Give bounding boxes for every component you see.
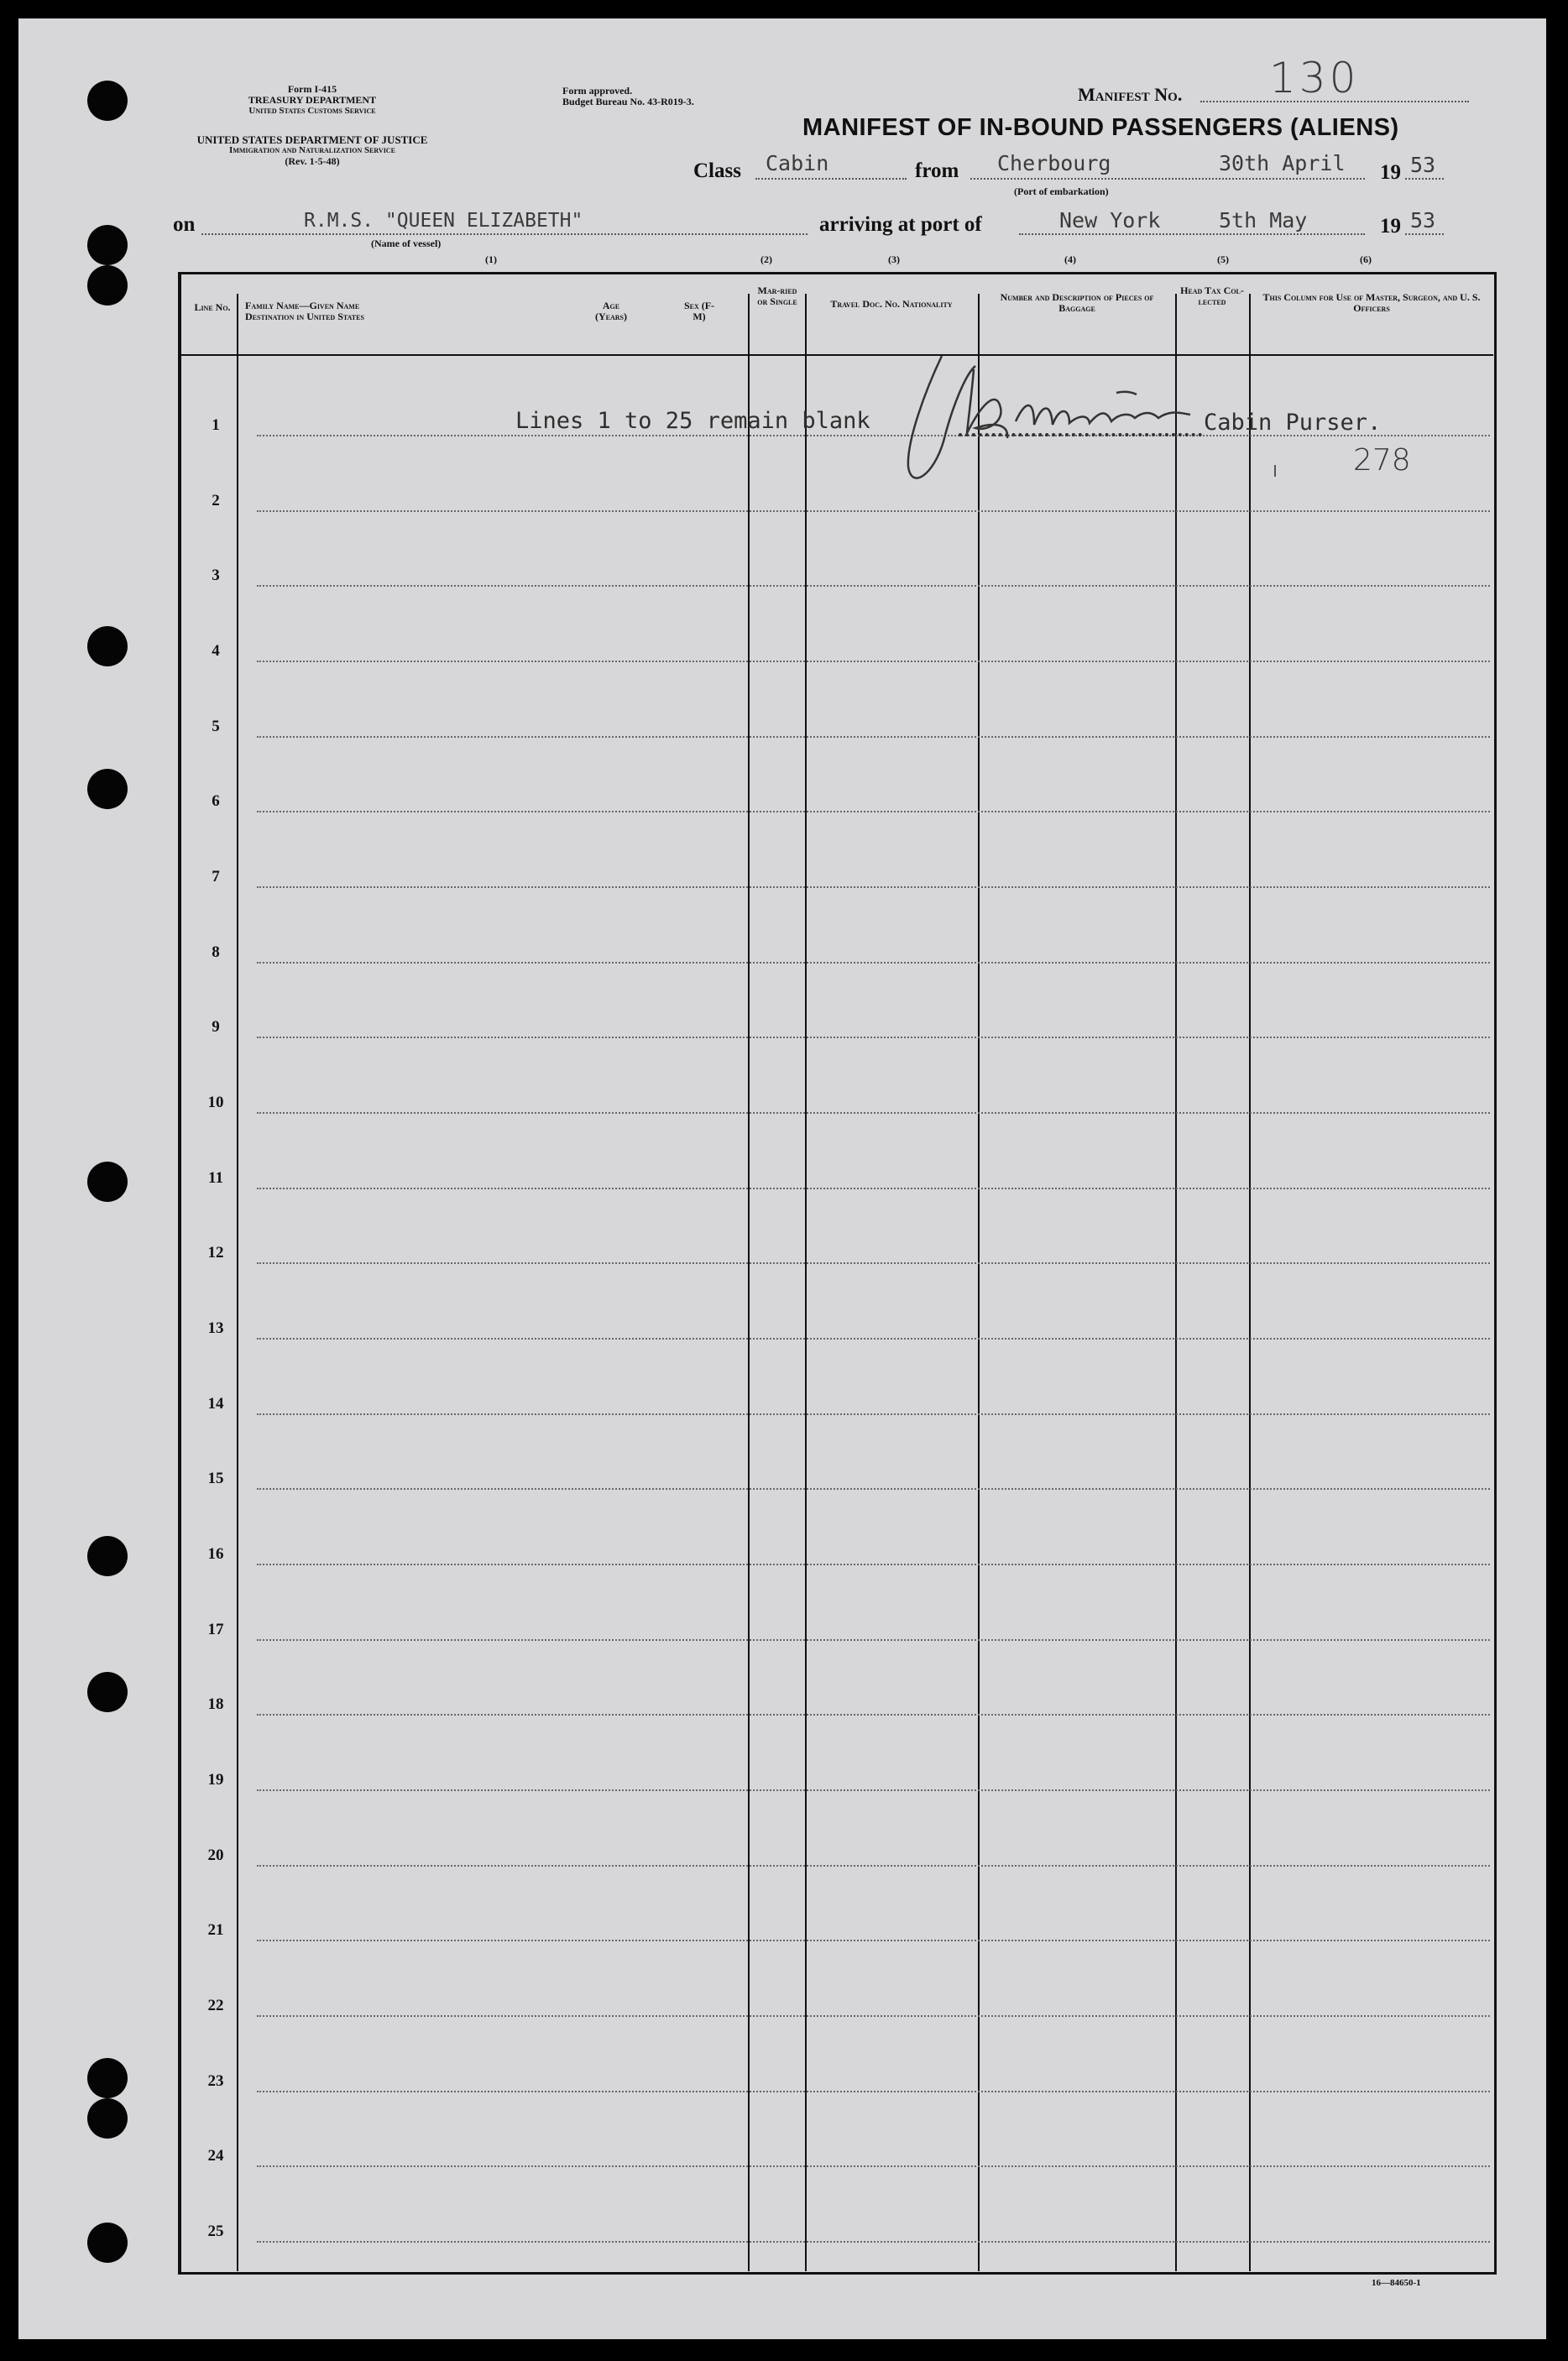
header-travel-doc: Travel Doc. No. Nationality <box>830 298 953 310</box>
form-number: Form I-415 <box>287 83 337 95</box>
manifest-page <box>18 18 1546 2339</box>
row-line <box>257 2091 1490 2092</box>
line-number: 5 <box>212 718 220 735</box>
line-number: 19 <box>207 1771 224 1789</box>
header-head-tax: Head Tax Col-lected <box>1180 285 1244 307</box>
class-value: Cabin <box>766 151 829 175</box>
col-divider <box>1249 294 1251 2271</box>
vessel-line <box>201 233 808 235</box>
embark-year: 53 <box>1410 153 1436 177</box>
arrival-year: 53 <box>1410 208 1436 232</box>
line-number: 20 <box>207 1846 224 1864</box>
line-number: 25 <box>207 2223 224 2240</box>
row-line <box>257 1188 1490 1189</box>
arrival-line <box>1019 233 1365 235</box>
embark-year-prefix: 19 <box>1380 161 1401 184</box>
row-line <box>257 1639 1490 1641</box>
binder-hole <box>87 1162 128 1202</box>
header-name-text: Family Name—Given Name <box>245 300 360 311</box>
row-line <box>257 661 1490 662</box>
vessel-caption: (Name of vessel) <box>371 238 442 249</box>
row-line <box>257 1112 1490 1114</box>
line-number: 1 <box>212 416 220 434</box>
budget-bureau: Budget Bureau No. 43-R019-3. <box>562 96 694 107</box>
purser-signature <box>891 341 1261 500</box>
line-number: 21 <box>207 1921 224 1939</box>
row-line <box>257 2165 1490 2167</box>
binder-hole <box>87 2098 128 2139</box>
line-number: 4 <box>212 642 220 660</box>
header-destination-text: Destination in United States <box>245 311 364 322</box>
ins-service: Immigration and Naturalization Service <box>229 145 395 155</box>
binder-hole <box>87 225 128 265</box>
manifest-no-value: 130 <box>1269 54 1360 102</box>
row-line <box>257 811 1490 812</box>
row-line <box>257 2015 1490 2017</box>
justice-block <box>170 134 455 167</box>
row-line <box>257 2241 1490 2243</box>
binder-hole <box>87 1672 128 1712</box>
budget-block <box>562 86 694 107</box>
header-rule <box>178 354 1493 356</box>
from-label: from <box>915 159 959 182</box>
col-num-3: (3) <box>888 253 900 265</box>
line-number: 18 <box>207 1695 224 1713</box>
vessel-value: R.M.S. "QUEEN ELIZABETH" <box>304 210 583 232</box>
handwritten-count: 278 <box>1353 443 1411 478</box>
line-number: 13 <box>207 1319 224 1337</box>
row-line <box>257 1488 1490 1490</box>
embark-year-line <box>1405 178 1444 180</box>
form-approved: Form approved. <box>562 85 633 97</box>
line-number: 9 <box>212 1018 220 1036</box>
binder-hole <box>87 769 128 809</box>
row-line <box>257 962 1490 964</box>
header-line-no: Line No. <box>194 301 231 313</box>
class-label: Class <box>693 159 741 182</box>
row-line <box>257 1262 1490 1264</box>
header-name <box>245 300 497 322</box>
binder-hole <box>87 626 128 666</box>
header-baggage: Number and Description of Pieces of Baggage <box>1000 291 1154 314</box>
margin-mark <box>1274 465 1281 477</box>
row-line <box>257 886 1490 888</box>
line-number: 24 <box>207 2147 224 2165</box>
col-divider <box>1175 294 1177 2271</box>
line-number: 8 <box>212 943 220 961</box>
line-number: 22 <box>207 1997 224 2014</box>
line-number: 6 <box>212 792 220 810</box>
binder-hole <box>87 81 128 121</box>
line-number: 7 <box>212 868 220 885</box>
row-line <box>257 1714 1490 1716</box>
binder-hole <box>87 2058 128 2098</box>
col-divider <box>978 294 980 2271</box>
from-line <box>970 178 1365 180</box>
header-married: Mar-ried or Single <box>757 285 797 307</box>
header-officers: This Column for Use of Master, Surgeon, and U. S. Officers <box>1262 291 1481 314</box>
col-num-1: (1) <box>485 253 497 265</box>
col-num-6: (6) <box>1360 253 1372 265</box>
header-sex: Sex (F-M) <box>683 300 715 322</box>
blank-lines-note: Lines 1 to 25 remain blank <box>515 408 870 434</box>
line-number: 3 <box>212 567 220 584</box>
line-number: 16 <box>207 1545 224 1563</box>
revision-date: (Rev. 1-5-48) <box>285 155 340 167</box>
line-number: 2 <box>212 492 220 509</box>
purser-label: Cabin Purser. <box>1204 410 1382 436</box>
row-line <box>257 1037 1490 1038</box>
footer-code: 16—84650-1 <box>1372 2278 1421 2288</box>
class-line <box>755 178 907 180</box>
treasury-dept: TREASURY DEPARTMENT <box>248 94 377 106</box>
embark-date: 30th April <box>1219 151 1346 175</box>
col-num-2: (2) <box>760 253 772 265</box>
line-number: 23 <box>207 2072 224 2090</box>
col-num-4: (4) <box>1064 253 1076 265</box>
arrival-date: 5th May <box>1219 208 1308 232</box>
line-number: 14 <box>207 1395 224 1413</box>
line-number: 11 <box>208 1169 223 1187</box>
table-frame <box>178 272 1497 2275</box>
row-line <box>257 510 1490 512</box>
header-age: Age (Years) <box>595 300 627 322</box>
arrival-year-prefix: 19 <box>1380 215 1401 238</box>
binder-hole <box>87 265 128 306</box>
line-number: 10 <box>207 1094 224 1111</box>
col-divider <box>748 294 750 2271</box>
row-line <box>257 1865 1490 1867</box>
binder-hole <box>87 1536 128 1576</box>
from-value: Cherbourg <box>997 151 1111 175</box>
row-line <box>257 1564 1490 1565</box>
row-line <box>257 1413 1490 1415</box>
row-line <box>257 585 1490 587</box>
manifest-title: MANIFEST OF IN-BOUND PASSENGERS (ALIENS) <box>802 114 1399 141</box>
arrival-port: New York <box>1059 208 1161 232</box>
header-left-block <box>170 84 455 117</box>
row-line <box>257 1789 1490 1791</box>
line-number: 12 <box>207 1244 224 1261</box>
row-line <box>257 1940 1490 1941</box>
row-line <box>257 1338 1490 1340</box>
justice-dept: UNITED STATES DEPARTMENT OF JUSTICE <box>196 133 428 146</box>
row-line <box>257 736 1490 738</box>
port-caption: (Port of embarkation) <box>1014 185 1109 197</box>
line-number: 17 <box>207 1621 224 1638</box>
col-divider <box>805 294 807 2271</box>
binder-hole <box>87 2223 128 2263</box>
line-number: 15 <box>207 1470 224 1487</box>
col-divider <box>237 294 238 2271</box>
arrival-year-line <box>1405 233 1444 235</box>
manifest-no-label: Manifest No. <box>1078 84 1183 105</box>
on-label: on <box>173 213 196 236</box>
arriving-label: arriving at port of <box>819 213 982 236</box>
customs-service: United States Customs Service <box>248 106 376 116</box>
col-num-5: (5) <box>1217 253 1229 265</box>
